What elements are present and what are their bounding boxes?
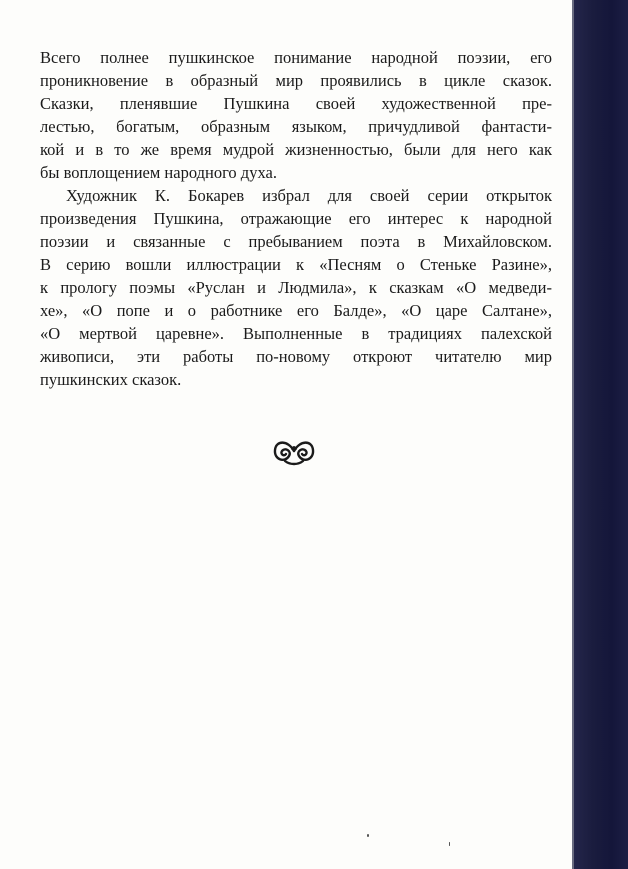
text-line: Художник К. Бокарев избрал для своей серии открыток — [66, 186, 552, 205]
text-line: «О мертвой царевне». Выполненные в традициях палехской — [40, 324, 552, 343]
book-spine — [574, 0, 628, 869]
text-line: поэзии и связанные с пребыванием поэта в Михайловском. — [40, 232, 552, 251]
text-line: В серию вошли иллюстрации к «Песням о Стеньке Разине», — [40, 255, 552, 274]
paper-speck — [449, 842, 450, 846]
text-line: произведения Пушкина, отражающие его интерес к народной — [40, 209, 552, 228]
text-line: проникновение в образный мир проявились в цикле сказок. — [40, 71, 552, 90]
paragraph-1 — [40, 46, 552, 184]
text-line: бы воплощением народного духа. — [40, 163, 277, 182]
decorative-ornament-icon — [271, 436, 317, 466]
text-line: лестью, богатым, образным языком, причудливой фантасти- — [40, 117, 552, 136]
paragraph-2 — [40, 184, 552, 391]
body-text — [40, 46, 552, 391]
text-line: кой и в то же время мудрой жизненностью, были для него как — [40, 140, 552, 159]
text-line: Сказки, пленявшие Пушкина своей художественной пре- — [40, 94, 552, 113]
text-line: пушкинских сказок. — [40, 370, 182, 389]
text-line: живописи, эти работы по-новому откроют читателю мир — [40, 347, 552, 366]
text-line: хе», «О попе и о работнике его Балде», «О царе Салтане», — [40, 301, 552, 320]
text-line: Всего полнее пушкинское понимание народной поэзии, его — [40, 48, 552, 67]
paper-speck — [367, 834, 369, 837]
text-line: к прологу поэмы «Руслан и Людмила», к сказкам «О медведи- — [40, 278, 552, 297]
